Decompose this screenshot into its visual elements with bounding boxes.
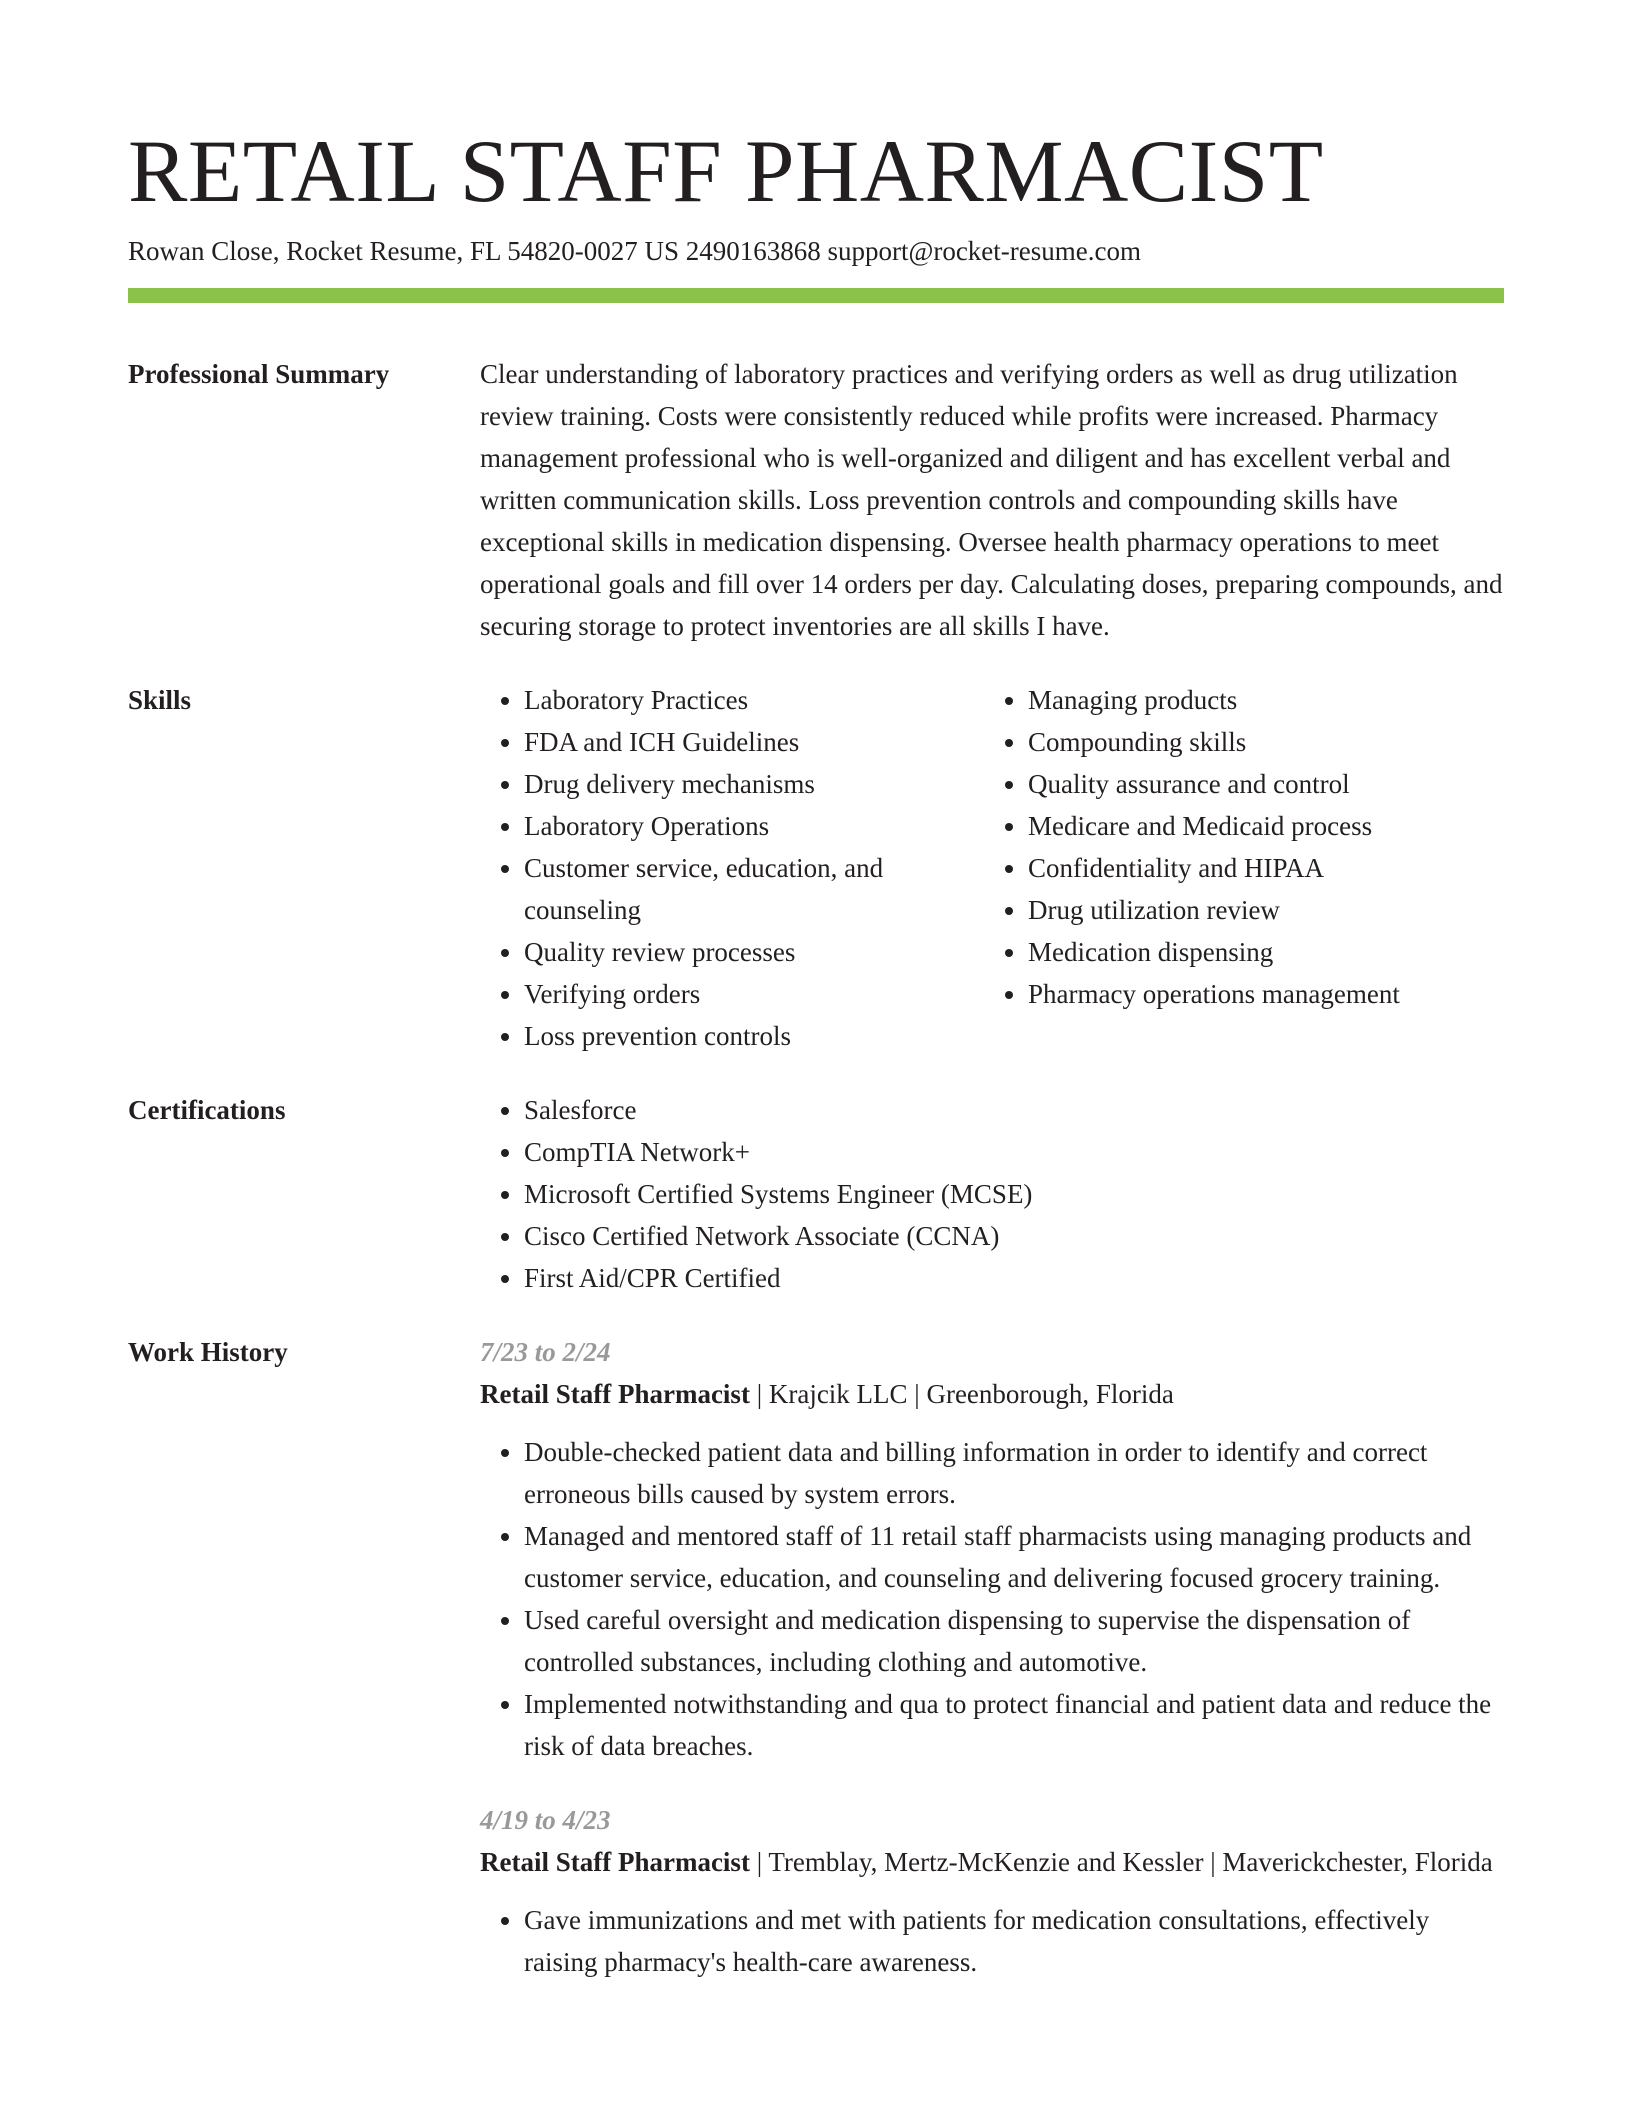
skill-item: • FDA and ICH Guidelines bbox=[524, 721, 984, 763]
skill-item: • Compounding skills bbox=[1028, 721, 1488, 763]
resume-page bbox=[128, 0, 1504, 1983]
skill-item: • Confidentiality and HIPAA bbox=[1028, 847, 1488, 889]
skill-item: • Medication dispensing bbox=[1028, 931, 1488, 973]
job-entry bbox=[480, 1331, 1504, 1767]
skill-item: • Medicare and Medicaid process bbox=[1028, 805, 1488, 847]
summary-text: Clear understanding of laboratory practices and verifying orders as well as drug utilization review training. Costs were consistently reduced while profits were increased. Pharmacy management professional who is well-organized and diligent and has excellent verbal and written communication skills. Loss prevention controls and compounding skills have exceptional skills in medication dispensing. Oversee health pharmacy operations to meet operational goals and fill over 14 orders per day. Calculating doses, preparing compounds, and securing storage to protect inventories are all skills I have. bbox=[480, 359, 1503, 641]
job-bullet: • Managed and mentored staff of 11 retail staff pharmacists using managing products and customer service, education, and counseling and delivering focused grocery training. bbox=[524, 1515, 1504, 1599]
section-heading: Professional Summary bbox=[128, 359, 390, 389]
contact-line: Rowan Close, Rocket Resume, FL 54820-0027 US 2490163868 support@rocket-resume.com bbox=[128, 236, 1141, 266]
certifications-list bbox=[480, 1089, 1504, 1299]
job-bullets bbox=[480, 1899, 1504, 1983]
skills-column-right bbox=[984, 679, 1488, 1057]
certification-item: • Salesforce bbox=[524, 1089, 1504, 1131]
skills-list bbox=[480, 679, 1504, 1057]
job-title: Retail Staff Pharmacist bbox=[480, 1847, 750, 1877]
section-heading: Certifications bbox=[128, 1095, 286, 1125]
certification-item: • CompTIA Network+ bbox=[524, 1131, 1504, 1173]
skill-item: • Pharmacy operations management bbox=[1028, 973, 1488, 1015]
section-heading: Skills bbox=[128, 685, 192, 715]
job-heading bbox=[480, 1841, 1504, 1883]
professional-summary-section bbox=[128, 353, 1504, 647]
job-dates: 4/19 to 4/23 bbox=[480, 1805, 611, 1835]
job-bullet: • Implemented notwithstanding and qua to protect financial and patient data and reduce the risk of data breaches. bbox=[524, 1683, 1504, 1767]
skill-item: • Quality review processes bbox=[524, 931, 984, 973]
skills-column-left bbox=[480, 679, 984, 1057]
skill-item: • Customer service, education, and counseling bbox=[524, 847, 984, 931]
job-details: | Krajcik LLC | Greenborough, Florida bbox=[749, 1379, 1174, 1409]
certification-item: • Cisco Certified Network Associate (CCNA) bbox=[524, 1215, 1504, 1257]
job-bullet: • Used careful oversight and medication dispensing to supervise the dispensation of controlled substances, including clothing and automotive. bbox=[524, 1599, 1504, 1683]
job-details: | Tremblay, Mertz-McKenzie and Kessler | Maverickchester, Florida bbox=[749, 1847, 1493, 1877]
skill-item: • Laboratory Practices bbox=[524, 679, 984, 721]
job-entry bbox=[480, 1799, 1504, 1983]
header-divider bbox=[128, 288, 1504, 303]
certification-item: • Microsoft Certified Systems Engineer (MCSE) bbox=[524, 1173, 1504, 1215]
job-title: Retail Staff Pharmacist bbox=[480, 1379, 750, 1409]
job-bullet: • Gave immunizations and met with patients for medication consultations, effectively raising pharmacy's health-care awareness. bbox=[524, 1899, 1504, 1983]
work-history-list bbox=[480, 1331, 1504, 1983]
skill-item: • Laboratory Operations bbox=[524, 805, 984, 847]
skill-item: • Quality assurance and control bbox=[1028, 763, 1488, 805]
certification-items bbox=[480, 1089, 1504, 1299]
certifications-section bbox=[128, 1089, 1504, 1299]
skill-item: • Verifying orders bbox=[524, 973, 984, 1015]
skill-item: • Drug delivery mechanisms bbox=[524, 763, 984, 805]
skill-item: • Managing products bbox=[1028, 679, 1488, 721]
page-title: RETAIL STAFF PHARMACIST bbox=[128, 123, 1324, 221]
job-bullets bbox=[480, 1431, 1504, 1767]
job-heading bbox=[480, 1373, 1504, 1415]
job-dates: 7/23 to 2/24 bbox=[480, 1337, 611, 1367]
job-bullet: • Double-checked patient data and billing information in order to identify and correct erroneous bills caused by system errors. bbox=[524, 1431, 1504, 1515]
skill-item: • Drug utilization review bbox=[1028, 889, 1488, 931]
skill-item: • Loss prevention controls bbox=[524, 1015, 984, 1057]
section-heading: Work History bbox=[128, 1337, 288, 1367]
skills-section bbox=[128, 679, 1504, 1057]
work-history-section bbox=[128, 1331, 1504, 1983]
certification-item: • First Aid/CPR Certified bbox=[524, 1257, 1504, 1299]
